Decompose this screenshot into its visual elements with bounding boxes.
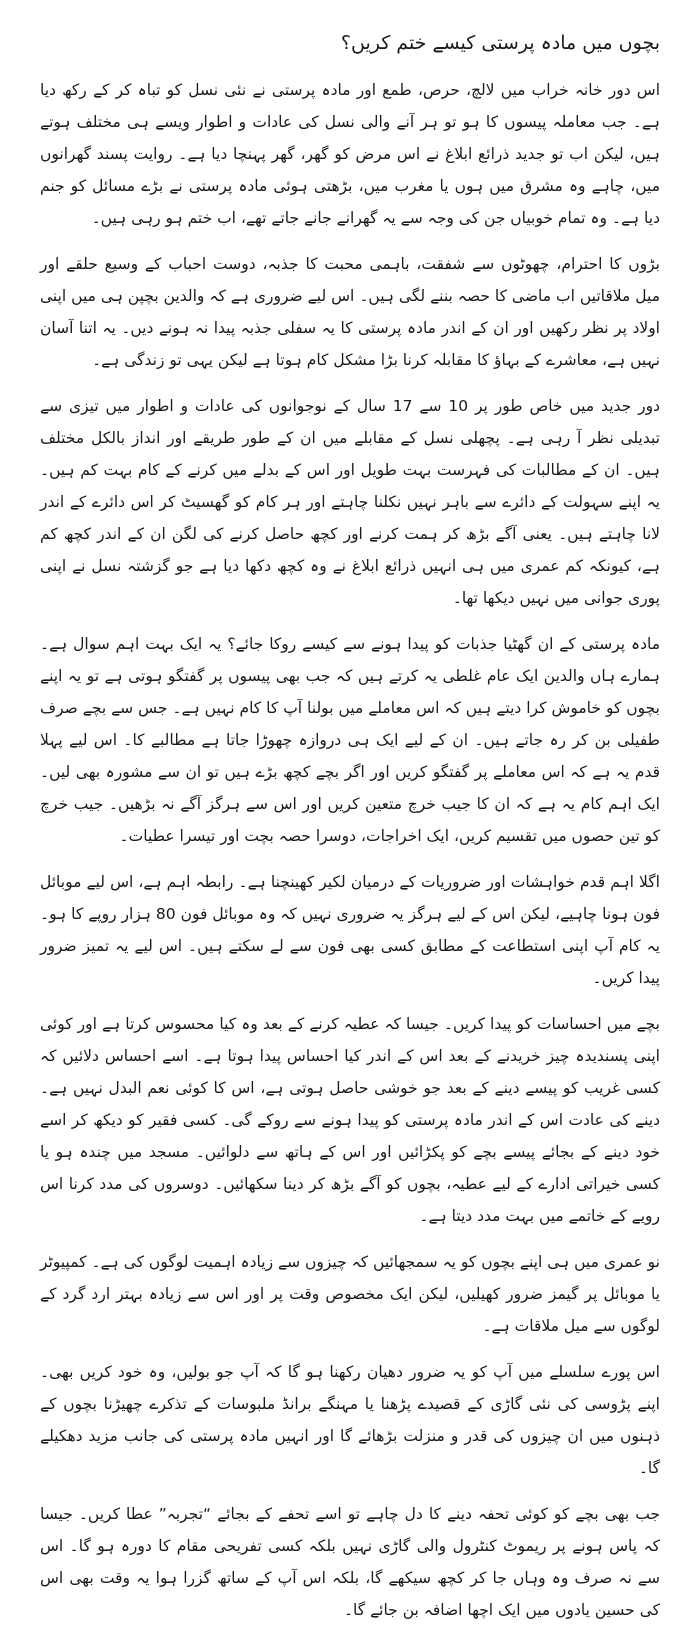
article-paragraph: دور جدید میں خاص طور پر 10 سے 17 سال کے نوجوانوں کی عادات و اطوار میں تیزی سے تبدیلی نظر آ رہی ہے۔ پچھلی نسل کے مقابلے میں ان کے طور طریقے اور انداز بالکل مختلف ہیں۔ ان کے مطالبات کی فہرست بہت طویل اور اس کے بدلے میں کرنے کے کام بہت کم ہیں۔ یہ اپنے سہولت کے دائرے سے باہر نہیں نکلنا چاہتے اور ہر کام کو گھسیٹ کر اس دائرے کے اندر لانا چاہتے ہیں۔ یعنی آگے بڑھ کر ہمت کرنے اور کچھ حاصل کرنے کی لگن ان کے اندر کچھ کم ہے، کیونکہ کم عمری میں ہی انہیں ذرائع ابلاغ نے وہ کچھ دکھا دیا ہے جو گزشتہ نسل نے اپنی پوری جوانی میں نہیں دیکھا تھا۔ — [40, 397, 660, 607]
article-paragraph: اس پورے سلسلے میں آپ کو یہ ضرور دھیان رکھنا ہو گا کہ آپ جو بولیں، وہ خود کریں بھی۔ اپنے پڑوسی کی نئی گاڑی کے قصیدے پڑھنا یا مہنگے برانڈ ملبوسات کے تذکرے چھیڑنا بچوں کے ذہنوں میں ان چیزوں کی قدر و منزلت بڑھائے گا اور انہیں مادہ پرستی کی جانب مزید دھکیلے گا۔ — [40, 1363, 660, 1477]
article-paragraph: اس دور خانہ خراب میں لالچ، حرص، طمع اور مادہ پرستی نے نئی نسل کو تباہ کر کے رکھ دیا ہے۔ جب معاملہ پیسوں کا ہو تو ہر آنے والی نسل کی عادات و اطوار ویسے ہی مختلف ہوتے ہیں، لیکن اب تو جدید ذرائع ابلاغ نے اس مرض کو گھر، گھر پہنچا دیا ہے۔ روایت پسند گھرانوں میں، چاہے وہ مشرق میں ہوں یا مغرب میں، بڑھتی ہوئی مادہ پرستی نے بڑے مسائل کو جنم دیا ہے۔ وہ تمام خوبیاں جن کی وجہ سے یہ گھرانے جانے جاتے تھے، اب ختم ہو رہی ہیں۔ — [40, 81, 660, 227]
article-paragraph: بڑوں کا احترام، چھوٹوں سے شفقت، باہمی محبت کا جذبہ، دوست احباب کے وسیع حلقے اور میل ملاقاتیں اب ماضی کا حصہ بننے لگی ہیں۔ اس لیے ضروری ہے کہ والدین بچپن ہی میں اپنی اولاد پر نظر رکھیں اور ان کے اندر مادہ پرستی کا یہ سفلی جذبہ پیدا نہ ہونے دیں۔ یہ اتنا آسان نہیں ہے، معاشرے کے بہاؤ کا مقابلہ کرنا بڑا مشکل کام ہوتا ہے لیکن یہی تو زندگی ہے۔ — [40, 255, 660, 369]
article-paragraph: جب بھی بچے کو کوئی تحفہ دینے کا دل چاہے تو اسے تحفے کے بجائے “تجربہ” عطا کریں۔ جیسا کہ پاس ہونے پر ریموٹ کنٹرول والی گاڑی نہیں بلکہ کسی تفریحی مقام کا دورہ ہو گا۔ اس سے نہ صرف وہ وہاں جا کر کچھ سیکھے گا، بلکہ اس آپ کے ساتھ گزرا ہوا یہ وقت بھی اس کی حسین یادوں میں ایک اچھا اضافہ بن جائے گا۔ — [40, 1505, 660, 1619]
article-title: بچوں میں مادہ پرستی کیسے ختم کریں؟ — [340, 32, 660, 54]
article-paragraph: بچے میں احساسات کو پیدا کریں۔ جیسا کہ عطیہ کرنے کے بعد وہ کیا محسوس کرتا ہے اور کوئی اپنی پسندیدہ چیز خریدنے کے بعد اس کے اندر کیا احساس پیدا ہوتا ہے۔ اسے احساس دلائیں کہ کسی غریب کو پیسے دینے کے بعد جو خوشی حاصل ہوتی ہے، اس کا کوئی نعم البدل نہیں ہے۔ دینے کی عادت اس کے اندر مادہ پرستی کو پیدا ہونے سے روکے گی۔ کسی فقیر کو دیکھ کر اسے خود دینے کے بجائے پیسے بچے کو پکڑائیں اور اس کے ہاتھ سے دلوائیں۔ مسجد میں چندہ ہو یا کسی خیراتی ادارے کے لیے عطیہ، بچوں کو آگے بڑھ کر دینا سکھائیں۔ دوسروں کی مدد کرنا اس رویے کے خاتمے میں بہت مدد دیتا ہے۔ — [40, 1015, 660, 1225]
article-paragraph: مادہ پرستی کے ان گھٹیا جذبات کو پیدا ہونے سے کیسے روکا جائے؟ یہ ایک بہت اہم سوال ہے۔ ہمارے ہاں والدین ایک عام غلطی یہ کرتے ہیں کہ جب بھی پیسوں پر گفتگو ہوتی ہے تو یہ اپنے بچوں کو خاموش کرا دیتے ہیں کہ اس معاملے میں بولنا آپ کا کام نہیں ہے۔ جس سے بچے صرف طفیلی بن کر رہ جاتے ہیں۔ ان کے لیے ایک ہی دروازہ چھوڑا جاتا ہے مطالبے کا۔ اس لیے پہلا قدم یہ ہے کہ اس معاملے پر گفتگو کریں اور اگر بچے کچھ بڑے ہیں تو ان سے مشورہ بھی لیں۔ ایک اہم کام یہ ہے کہ ان کا جیب خرچ متعین کریں اور اس سے ہرگز آگے نہ بڑھیں۔ جیب خرچ کو تین حصوں میں تقسیم کریں، ایک اخراجات، دوسرا حصہ بچت اور تیسرا عطیات۔ — [40, 635, 660, 845]
article-paragraph: اگلا اہم قدم خواہشات اور ضروریات کے درمیان لکیر کھینچنا ہے۔ رابطہ اہم ہے، اس لیے موبائل فون ہونا چاہیے، لیکن اس کے لیے ہرگز یہ ضروری نہیں کہ وہ موبائل فون 80 ہزار روپے کا ہو۔ یہ کام آپ اپنی استطاعت کے مطابق کسی بھی فون سے لے سکتے ہیں۔ اس لیے یہ تمیز ضرور پیدا کریں۔ — [40, 873, 660, 987]
article-paragraph: نو عمری میں ہی اپنے بچوں کو یہ سمجھائیں کہ چیزوں سے زیادہ اہمیت لوگوں کی ہے۔ کمپیوٹر یا موبائل پر گیمز ضرور کھیلیں، لیکن ایک مخصوص وقت پر اور اس سے زیادہ بہتر ارد گرد کے لوگوں سے میل ملاقات ہے۔ — [40, 1253, 660, 1335]
